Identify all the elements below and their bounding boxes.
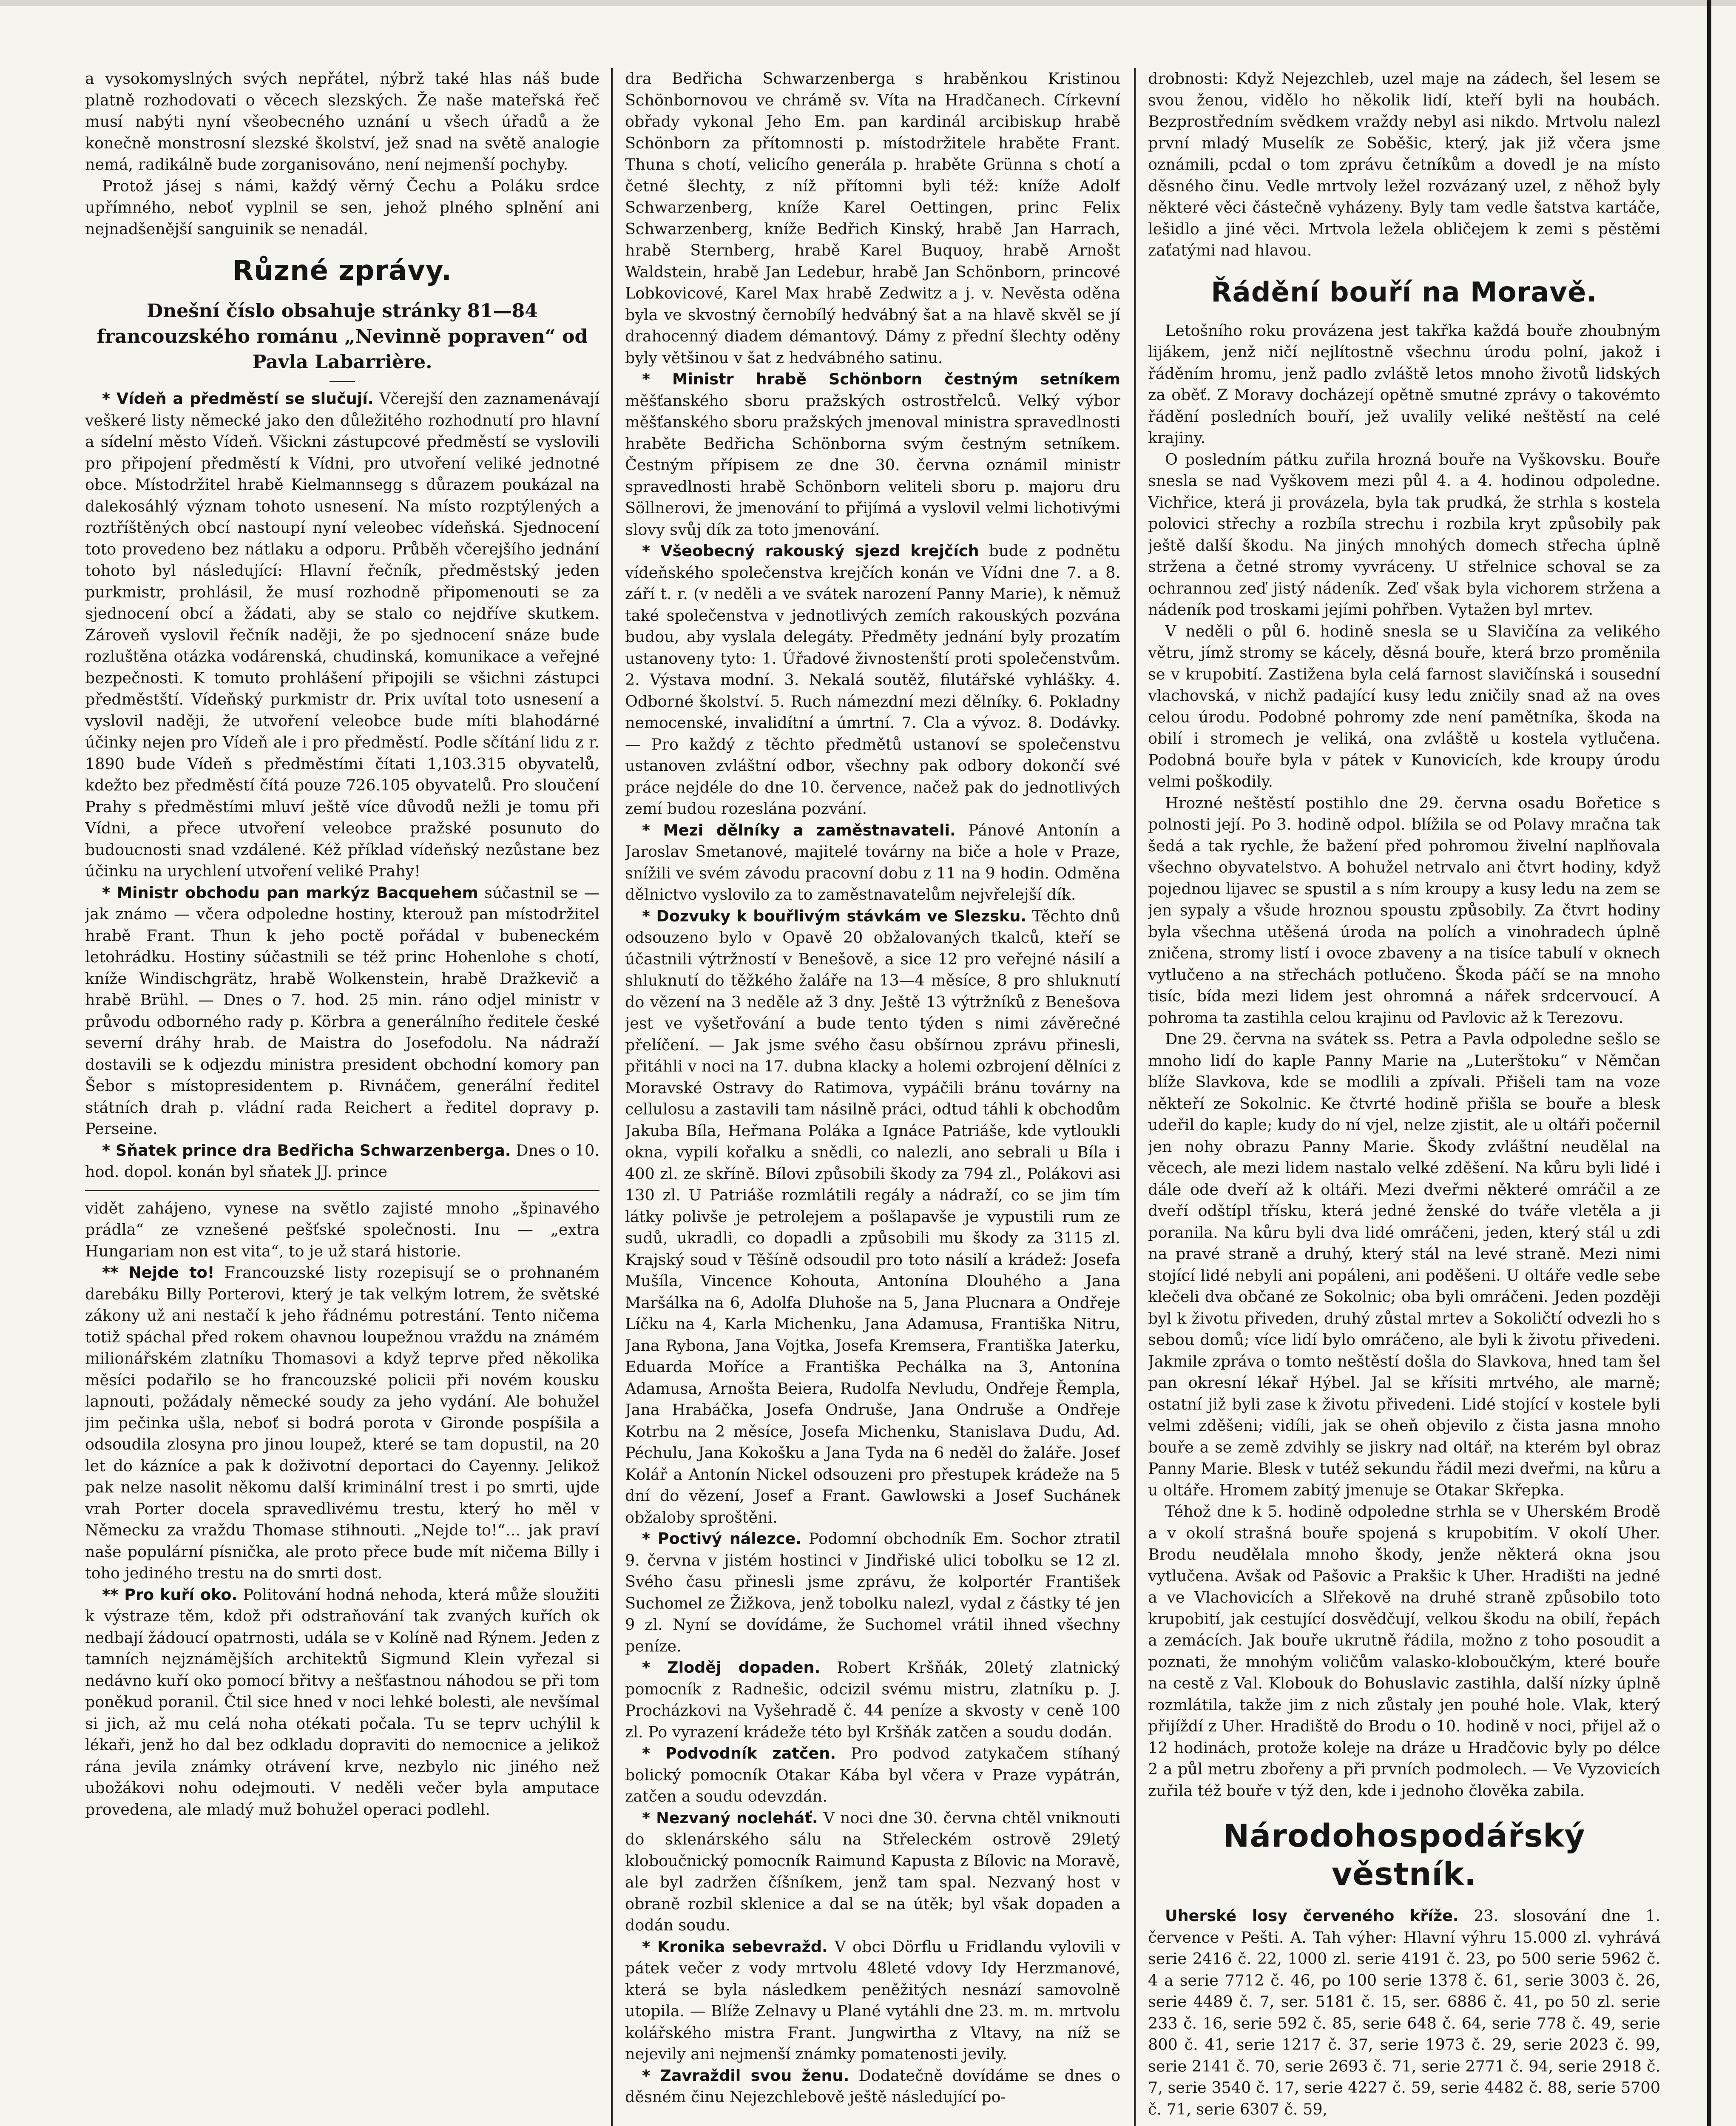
paragraph: V neděli o půl 6. hodině snesla se u Slavičína za velikého větru, jímž stromy se kácely, děsná bouře, která brzo proměnila se v krupobití. Zastižena byla celá farnost slavičínská i sousední vlachovská, v nichž padající kusy ledu zničily snad až na oves celou úrodu. Podobné pohromy zde není pamětníka, škoda na obilí i stromech je veliká, ona zvláště u kostela vytlučena. Podobná bouře byla v pátek v Kunovicích, kde kroupy úrodu velmi poškodily. bbox=[1148, 622, 1660, 790]
news-item bbox=[625, 1743, 1120, 1808]
news-item bbox=[625, 1528, 1120, 1657]
news-item-title: * Dozvuky k bouřlivým stávkám ve Slezsku. bbox=[642, 907, 1027, 925]
news-item-title: * Kronika sebevražd. bbox=[642, 1937, 828, 1956]
news-item-title: * Všeobecný rakouský sjezd krejčích bbox=[642, 542, 979, 560]
news-item bbox=[625, 1936, 1120, 2065]
news-item-body: Podomní obchodník Em. Sochor ztratil 9. června v jistém hostinci v Jindřiské ulici tobolku se 12 zl. Svého času přinesli jsme zprávu, že kolportér František Suchomel ze Žižkova, jenž tobolku nalezl, vydal z částky té jen 9 zl. Nyní se dovídáme, že Suchomel vrátil ihned všechny peníze. bbox=[625, 1529, 1120, 1655]
news-item-body: bude z podnětu vídeňského společenstva krejčích konán ve Vídni dne 7. a 8. září t. r. (v neděli a ve svátek narození Panny Marie), k němuž také společenstva v jednotlivých zemích rakouských pozvána budou, aby vyslala delegáty. Předměty jednání byly prozatím ustanoveny tyto: 1. Úřadové živnostenští proti společenstvům. 2. Výstava modní. 3. Nekalá soutěž, filutářské vyhlášky. 4. Odborné školství. 5. Ruch námezdní mezi dělníky. 6. Pokladny nemocenské, invalidítní a úmrtní. 7. Cla a vývoz. 8. Dodávky. — Pro každý z těchto předmětů ustanoví se společenstvu ustanoven zvláštní odbor, všechny pak odbory dokončí své práce nejdéle do dne 10. července, načež pak do jednotlivých zemí budou rozeslána pozvání. bbox=[625, 542, 1120, 818]
news-item bbox=[625, 1808, 1120, 1936]
paragraph: Letošního roku provázena jest takřka každá bouře zhoubným lijákem, jenž ničí nejlítostně všechnu úrodu polní, jakož i řáděním hromu, jenž padlo zvláště letos mnoho životů lidských za oběť. Z Moravy docházejí opětně smutné zprávy o takovémto řádění posledních bouří, jež uvalily veliké neštěstí na celé krajiny. bbox=[1148, 321, 1660, 447]
news-item-body: V noci dne 30. června chtěl vniknouti do sklenárského sálu na Střeleckém ostrově 29letý kloboučnický pomocník Raimund Kapusta z Bílovic na Moravě, ale byl zadržen číšníkem, jenž tam spal. Nezvaný host v obraně rozbil sklenice a dal se na útěk; byl však dopaden a dodán soudu. bbox=[625, 1808, 1120, 1934]
news-item-title: * Podvodník zatčen. bbox=[642, 1744, 836, 1762]
news-item bbox=[625, 369, 1120, 540]
news-item-body: Dodatečně dovídáme se dnes o děsném činu Nejezchlebově ještě následující po- bbox=[625, 2066, 1120, 2106]
news-item-body: súčastnil se — jak známo — včera odpoledne hostiny, kterouž pan místodržitel hrabě Frant. Thun k jeho poctě pořádal v bubeneckém letohrádku. Hostiny súčastnili se též princ Hohenlohe s chotí, kníže Windischgrätz, hrabě Wolkenstein, hrabě Dražkevič a hrabě Brühl. — Dnes o 7. hod. 25 min. ráno odjel ministr v průvodu odborného rady p. Körbra a generálního ředitele české severní dráhy hrab. de Maistra do Josefodolu. Na nádraží dostavili se k odjezdu ministra president obchodní komory pan Šebor s místopresidentem p. Rivnáčem, generální ředitel státních drah p. vládní rada Reichert a ředitel dopravy p. Perseine. bbox=[85, 883, 600, 1138]
news-item-title: * Ministr obchodu pan markýz Bacquehem bbox=[102, 883, 478, 902]
news-item-body: Včerejší den zaznamenávají veškeré listy německé jako den důležitého rozhodnutí pro hlavní a sídelní město Vídeň. Všickni zástupcové předměstí se vyslovili pro připojení předměstí k Vídni, pro utvoření veliké jednotné obce. Místodržitel hrabě Kielmannsegg s důrazem poukázal na dalekosáhlý význam tohoto usnesení. Na místo rozptýlených a roztříštěných obcí nastoupí nyní veleobec vídeňská. Sjednocení toto provedeno bez nátlaku a odporu. Průběh včerejšího jednání tohoto byl následující: Hlavní řečník, předměstský jeden purkmistr, prohlásil, že musí rozhodně připomenouti se za sjednocení obcí a žádati, aby se stalo co nejdříve skutkem. Zároveň vyslovil řečník naději, že po sjednocení snáze bude rozluštěna otázka vodárenská, chudinská, komunikace a veřejné bezpečnosti. K tomuto prohlášení připojili se všichni zástupci předměstští. Vídeňský purkmistr dr. Prix uvítal toto usnesení a vyslovil naději, že utvoření veleobce bude míti blahodárné účinky nejen pro Vídeň ale i pro předměstí. Podle sčítání lidu z r. 1890 bude Vídeň s předměstími čítati 1,103.315 obyvatelů, kdežto bez předměstí čítá pouze 726.105 obyvatelů. Pro sloučení Prahy s předměstími mluví ještě více důvodů nežli je tomu při Vídni, a přece utvoření veleobce pražské posunuto do budoucnosti snad vzdálené. Kéž příklad vídeňský nezůstane bez účinku na urychlení utvoření veliké Prahy! bbox=[85, 389, 600, 880]
news-item bbox=[625, 2065, 1120, 2108]
column-2 bbox=[625, 68, 1120, 2126]
news-item-title: * Sňatek prince dra Bedřicha Schwarzenberga. bbox=[102, 1141, 511, 1160]
paragraph: O posledním pátku zuřila hrozná bouře na Vyškovsku. Bouře snesla se nad Vyškovem mezi půl 4. a 4. hodinou odpoledne. Vichřice, která ji provázela, byla tak prudká, že strhla s kostela polovici střechy a rozbíla strechu i rozbila kryt způsobily pak ještě další škodu. Na jiných mnohých domech střecha úplně stržena a četné stromy vyvráceny. U střelnice schoval se za ochrannou zeď jistý nádeník. Zeď však byla vichorem stržena a nádeník pod troskami jejími pohřben. Vytažen byl mrtev. bbox=[1148, 450, 1660, 619]
news-item-body: 23. slosování dne 1. července v Pešti. A. Tah výher: Hlavní výhru 15.000 zl. vyhrává serie 2416 č. 22, 1000 zl. serie 4191 č. 23, po 500 serie 5962 č. 4 a serie 7712 č. 46, po 100 serie 1378 č. 61, serie 3003 č. 26, serie 4489 č. 7, ser. 5181 č. 15, ser. 6886 č. 41, po 50 zl. serie 233 č. 16, serie 592 č. 85, serie 648 č. 64, serie 778 č. 49, serie 800 č. 41, serie 1217 č. 37, serie 1973 č. 29, serie 2023 č. 99, serie 2141 č. 70, serie 2693 č. 71, serie 2771 č. 94, serie 2918 č. 7, serie 3540 č. 17, serie 4227 č. 59, serie 4482 č. 88, serie 5700 č. 71, serie 6307 č. 59, bbox=[1148, 1907, 1660, 2118]
news-item bbox=[625, 540, 1120, 820]
news-item-body: V obci Dörflu u Fridlandu vylovili v pátek večer z vody mrtvolu 48leté vdovy Idy Herzmanové, která se byla následkem peněžitých nesnází samovolně utopila. — Blíže Zelnavy u Plané vytáhli dne 23. m. m. mrtvolu kolářského mistra Frant. Jungwirtha z Vltavy, na níž se nejevily ani nejmenší známky pomatenosti jevily. bbox=[625, 1937, 1120, 2063]
news-item bbox=[85, 1140, 600, 1183]
paragraph: Téhož dne k 5. hodině odpoledne strhla se v Uherském Brodě a v okolí strašná bouře spojená s krupobitím. V okolí Uher. Brodu neudělala mnoho škody, jenže některá okna jsou vytlučena. Avšak od Pašovic a Prakšic k Uher. Hradišti na jedné a ve Vlachovicích a Slřekově na druhé straně způsobilo toto krupobití, jak cestující dosvědčují, velkou škodu na obilí, řepách a zemácích. Jak bouře ukrutně řádila, možno z toho posoudit a poznati, že mnohým voličům valasko-kloboučkým, které bouře na cestě z Val. Klobouk do Bohuslavic zastihla, další nízky úplně rozmlátila, takže jim z nich zůstaly jen pouhé hole. Vlak, který přijíždí z Uher. Hradiště do Brodu o 10. hodině v noci, přijel až o 12 hodinách, protože koleje na dráze u Hradčovic byly po délce 2 a půl metru zbořeny a při prvních podmolech. — Ve Vyzovicích zuřila též bouře v týž den, kde i jednoho člověka zabila. bbox=[1148, 1502, 1660, 1800]
news-item-title: * Nezvaný nocleháť. bbox=[642, 1808, 818, 1827]
news-item-body: Pro podvod zatykačem stíhaný bolický pomocník Otakar Kába byl včera v Praze vypátrán, zatčen a soudu odevzdán. bbox=[625, 1744, 1120, 1805]
news-item-title: * Mezi dělníky a zaměstnavateli. bbox=[642, 821, 956, 839]
section-heading: Různé zprávy. bbox=[232, 255, 452, 287]
news-item bbox=[85, 1584, 600, 1821]
news-item-title: ** Pro kuří oko. bbox=[102, 1585, 238, 1604]
ornament-divider bbox=[330, 381, 355, 382]
page-top-edge bbox=[0, 0, 1736, 6]
column-1 bbox=[85, 68, 600, 2126]
page-binding-edge bbox=[1707, 0, 1711, 2126]
news-item-body: měšťanského sboru pražských ostrostřelců. Velký výbor měšťanského sboru pražských jmenoval ministra spravedlnosti hraběte Bedřicha Schönborna svým čestným setníkem. Čestným přípisem ze dne 30. června oznámil ministr spravedlnosti hrabě Schönborn veliteli sboru p. majoru dru Söllnerovi, že jmenování to přijímá a vyslovil velmi lichotivými slovy svůj dík za toto jmenování. bbox=[625, 391, 1120, 539]
news-item-body: Francouzské listy rozepisují se o prohnaném darebáku Billy Porterovi, který je tak velkým lotrem, že světské zákony už ani nestačí k jeho řádnému potrestání. Tento ničema totiž spáchal před rokem ohavnou loupežnou vraždu na známém milionářském zlatníku Thomasovi a když teprve před několika měsíci podařilo se ho francouzské policii při novém kousku lapnouti, požádaly německé soudy za jeho vydání. Ale bohužel jim pečinka ušla, neboť si bodrá porota v Gironde pospíšila a odsoudila zlosyna pro jinou loupež, které se tam dopustil, na 20 let do kázníce a pak k doživotní deportaci do Cayenny. Jelikož pak nelze nasolit někomu další kriminální trest i po smrti, ujde vrah Porter docela spravedlivému trestu, který ho měl v Německu za vraždu Thomase stihnouti. „Nejde to!“… jak praví naše populární písnička, ale proto přece bude mít ničema Billy i toho jediného trestu na do smrti dost. bbox=[85, 1263, 600, 1582]
news-item bbox=[625, 820, 1120, 906]
news-item bbox=[85, 882, 600, 1140]
column-divider-2 bbox=[1134, 68, 1136, 2126]
news-item bbox=[85, 1262, 600, 1584]
news-item-body: Dnes o 10. hod. dopol. konán byl sňatek JJ. prince bbox=[85, 1141, 600, 1181]
paragraph: dra Bedřicha Schwarzenberga s hraběnkou Kristinou Schönbornovou ve chrámě sv. Víta na Hradčanech. Církevní obřady vykonal Jeho Em. pan kardinál arcibiskup hrabě Schönborn za přítomnosti p. místodržitele hraběte Frant. Thuna s chotí, velicího generála p. hraběte Grünna s chotí a četné šlechty, z níž přítomni byli též: kníže Adolf Schwarzenberg, kníže Karel Oettingen, princ Felix Schwarzenberg, kníže Bedřich Kinský, hrabě Jan Harrach, hrabě Sternberg, hrabě Karel Buquoy, hrabě Arnošt Waldstein, hrabě Jan Ledebur, hrabě Jan Schönborn, princové Lobkovicové, Karel Max hrabě Zedwitz a j. v. Nevěsta oděna byla ve skvostný černobílý hedvábný šat a na hlavě skvěl se jí drahocenný diadem démantový. Dámy z přední šlechty oděny byly většinou v šat z hedvábného satinu. bbox=[625, 69, 1120, 367]
news-item-title: * Ministr hrabě Schönborn čestným setníkem bbox=[642, 370, 1120, 388]
news-item-body: Politování hodná nehoda, která může sloužiti k výstraze těm, kdož při odstraňování tak zvaných kuřích ok nedbají žádoucí opatrnosti, udála se v Kolíně nad Rýnem. Jeden z tamních nejznámějších architektů Sigmund Klein vyřezal si nedávno kuří oko pomocí břitvy a nešťastnou náhodou se při tom poněkud poranil. Čtil sice hned v noci lehké bolesti, ale nevšímal si jich, až mu celá noha otékati počala. Tu se teprv uchýlil k lékaři, jenž ho dal bez odkladu dopraviti do nemocnice a jelikož rána jevila známky otrávení krve, nezbylo nic jiného než ubožákovi nohu odejmouti. V neděli večer byla amputace provedena, ale mladý muž bohužel operaci podlehl. bbox=[85, 1585, 600, 1819]
section-heading: Řádění bouří na Moravě. bbox=[1211, 276, 1597, 308]
column-3 bbox=[1148, 68, 1660, 2126]
news-item-title: * Poctivý nálezce. bbox=[642, 1529, 802, 1548]
news-item-body: Pánové Antonín a Jaroslav Smetanové, majitelé továrny na biče a hole v Praze, snížili ve svém závodu pracovní dobu z 11 na 9 hodin. Odměna dělnictvo vyslovilo za to zaměstnavatelům nejvřelejší dík. bbox=[625, 821, 1120, 904]
issue-notice: Dnešní číslo obsahuje stránky 81—84 francouzského románu „Nevinně popraven“ od Pavla Labarrière. bbox=[97, 300, 588, 373]
news-item bbox=[625, 906, 1120, 1529]
news-item-title: * Zavraždil svou ženu. bbox=[642, 2066, 850, 2085]
news-item-title: * Zloděj dopaden. bbox=[642, 1658, 821, 1677]
news-item-title: * Vídeň a předměstí se slučují. bbox=[102, 389, 374, 408]
paragraph: a vysokomyslných svých nepřátel, nýbrž také hlas náš bude platně rozhodovati o věcech slezských. Že naše mateřská řeč musí nabýti nyní všeobecného uznání u všech úřadů a že konečně monstrosní slezské školství, jež snad na světě analogie nemá, radikálně bude zorganisováno, není nejmenší pochyby. bbox=[85, 69, 600, 173]
paragraph: vidět zahájeno, vynese na světlo zajisté mnoho „špinavého prádla“ ze vznešené pešťské společnosti. Inu — „extra Hungariam non est vita“, to je už stará historie. bbox=[85, 1199, 600, 1260]
news-item-title: Uherské losy červeného kříže. bbox=[1165, 1907, 1459, 1925]
news-item bbox=[1148, 1905, 1660, 2120]
section-heading: Národohospodářský věstník. bbox=[1223, 1818, 1585, 1893]
news-item-body: Těchto dnů odsouzeno bylo v Opavě 20 obžalovaných tkalců, kteří se účastnili výtržností v Benešově, a sice 12 pro veřejné násilí a shluknutí do těžkého žaláře na 13—4 měsíce, 8 pro shluknutí do vězení na 3 neděle až 3 dny. Ještě 13 výtržníků z Benešova jest ve vyšetřování a bude tento týden s nimi závěrečné přelíčení. — Jak jsme svého času obšírnou zprávu přinesli, přitáhli v noci na 17. dubna klacky a holemi ozbrojení dělníci z Moravské Ostravy do Ratimova, vypáčili bránu továrny na cellulosu a zastavili tam násilně práci, odtud táhli k obchodům Jakuba Bíla, Heřmana Poláka a Ignáce Patriáše, kde vytloukli okna, vypili kořalku a snědli, co nalezli, ano sebrali u Bíla i 400 zl. ze skříně. Bílovi způsobili škody za 794 zl., Polákovi asi 130 zl. U Patriáše rozmlátili regály a nádraží, co se jim tím látky polivše je petrolejem a pošlapavše je vypustili rum ze sudů, ukradli, co dopadli a způsobili mu škody za 3115 zl. Krajský soud v Těšíně odsoudil pro toto násilí a krádež: Josefa Mušíla, Vincence Kohouta, Antonína Dlouhého a Jana Maršálka na 6, Adolfa Dluhoše na 5, Jana Plucnara a Ondřeje Líčku na 4, Karla Michenku, Jana Adamusa, Františka Nitru, Jana Rybona, Jana Vojtka, Josefa Kremsera, Františka Jaterku, Eduarda Moříce a Františka Pechálka na 3, Antonína Adamusa, Arnošta Beiera, Rudolfa Nevludu, Ondřeje Řempla, Jana Hrabáčka, Josefa Ondruše, Jana Ondruše a Ondřeje Kotrbu na 2 měsíce, Josefa Michenku, Stanislava Dudu, Ad. Péchulu, Jana Kokošku a Jana Tyda na 6 neděl do žaláře. Josef Kolář a Antonín Nickel odsouzeni pro přestupek krádeže na 5 dní do vězení, Josef a Frant. Gawlowski a Josef Suchánek obžaloby sproštěni. bbox=[625, 907, 1120, 1526]
news-item-body: Robert Kršňák, 20letý zlatnický pomocník z Radnešic, odcizil svému mistru, zlatníku p. J. Procházkovi na Vyšehradě č. 44 peníze a skvosty v ceně 100 zl. Po vyrazení krádeže této byl Kršňák zatčen a soudu dodán. bbox=[625, 1658, 1120, 1741]
news-item-title: ** Nejde to! bbox=[102, 1263, 215, 1282]
column-divider-1 bbox=[611, 68, 613, 2126]
paragraph: Dne 29. června na svátek ss. Petra a Pavla odpoledne sešlo se mnoho lidí do kaple Panny Marie na „Luterštoku“ v Němčan blíže Slavkova, kde se modlili a zpívali. Přišeli tam na voze někteří ze Sokolnic. Ke čtvrté hodině přišla se bouře a blesk udeřil do kaple; kudy do ní vjel, nelze zjistit, ale u oltáři počernil jen nohy obrazu Panny Marie. Škody zvláštní neudělal na věcech, ale mezi lidem nastalo velké zděšení. Na kůru byli lidé i dále ode dveří až k oltáři. Mezi dveřmi některé omráčil a ze dveří odštípl třísku, která jedné ženské do tváře vletěla a ji poranila. Na kůru byli dva lidé omráčeni, jeden, který stál u zdi na pravé straně a druhý, který stál na levé straně. Mezi nimi stojící lidé nebyli ani popáleni, ani poděšeni. U oltáře vedle sebe klečeli dva občané ze Sokolnic; oba byli omráčeni. Jeden později byl k životu přiveden, druhý zůstal mrtev a Sokoličtí odvezli ho s sebou domů; více lidí bylo omráčeno, ale byli k životu přivedeni. Jakmile zpráva o tomto neštěstí došla do Slavkova, hned tam šel pan okresní lékař Hýbel. Jal se křísiti mrtvého, ale marně; ostatní již byli zase k životu přivedeni. Lidé stojící v kostele byli velmi zděšeni; vidíli, jak se oheň objevilo z čista jasna mnoho bouře a se země zdvihly se jiskry nad oltář, na kterém byl obraz Panny Marie. Blesk v tutéž sekundu řádil mezi dveřmi, na kůru a u oltáře. Hromem zabitý jmenuje se Otakar Skřepka. bbox=[1148, 1030, 1660, 1499]
section-divider bbox=[85, 1190, 600, 1191]
news-item bbox=[85, 388, 600, 882]
paragraph: Hrozné neštěstí postihlo dne 29. června osadu Bořetice s polnosti její. Po 3. hodině odpol. blížila se od Polavy mračna tak šedá a tak rychle, že bažení před pohromou živelní naplňovala všechno obyvatelstvo. A bohužel netrvalo ani čtvrt hodiny, když pojednou lijavec se spustil a s ním kroupy a kusy ledu na zem se jen sypaly a všude hroznou spoustu způsobily. Za čtvrt hodiny byla všechna utěšená úroda na polích a vinohradech úplně zničena, stromy listí i ovoce zbaveny a na tisíce tabulí v oknech vytlučeno a na střechách potlučeno. Škoda páčí se na mnoho tisíc, bída mezi lidem jest ohromná a nářek srdcervoucí. A pohroma ta zastihla celou krajinu od Pavlovic až k Terezovu. bbox=[1148, 793, 1660, 1027]
paragraph: Protož jásej s námi, každý věrný Čechu a Poláku srdce upřímného, neboť vyplnil se sen, jehož plného splnění ani nejnadšenější sanguinik se nenadál. bbox=[85, 176, 600, 238]
paragraph: drobnosti: Když Nejezchleb, uzel maje na zádech, šel lesem se svou ženou, vidělo ho několik lidí, kteří byli na houbách. Bezprostředním svědkem vraždy nebyl asi nikdo. Mrtvolu nalezl první mladý Muselík ze Soběšic, který, jak již včera jsme oznámili, pcdal o tom zprávu četníkům a dovedl je na místo děsného činu. Vedle mrtvoly ležel rozvázaný uzel, z něhož byly některé věci částečně vyházeny. Byly tam vedle šatstva kartáče, lešidlo a jiné věci. Mrtvola ležela obličejem k zemi s pěstěmi zaťatými nad hlavou. bbox=[1148, 69, 1660, 259]
news-item bbox=[625, 1657, 1120, 1743]
